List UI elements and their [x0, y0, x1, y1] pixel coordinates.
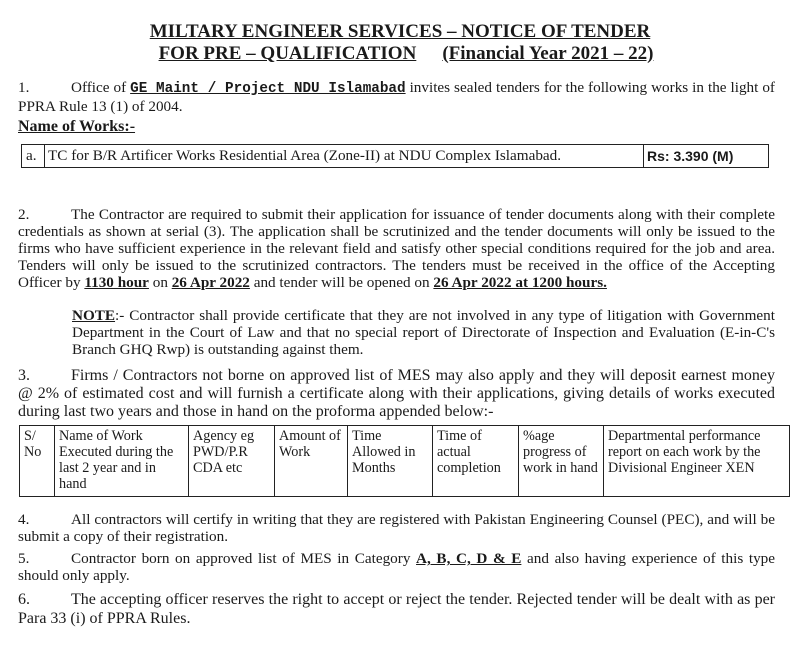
office-name: GE Maint / Project NDU Islamabad [130, 81, 406, 97]
paragraph-2: 2. The Contractor are required to submit their application for issuance of tender documents along with their complete credentials as shown at serial (3). The application shall be scrutinized and the tender documents will only be issued to the firms who have sufficient experience in the relevant field and satisfy other special conditions required for the job and area. Tenders will only be issued to the scrutinized contractors. The tenders must be received in the office of the Accepting Officer by 1130 hour on 26 Apr 2022 and tender will be opened on 26 Apr 2022 at 1200 hours. [18, 206, 775, 291]
notice-title: MILTARY ENGINEER SERVICES – NOTICE OF TENDER [149, 21, 651, 42]
note-paragraph: NOTE:- Contractor shall provide certificate that they are not involved in any type of litigation with Government Department in the Court of Law and that no special report of Directorate of Inspection and Evaluation (E-in-C's Branch GHQ Rwp) is outstanding against them. [72, 307, 775, 358]
paragraph-1: 1. Office of GE Maint / Project NDU Islamabad invites sealed tenders for the following works in the light of PPRA Rule 13 (1) of 2004. [18, 79, 775, 115]
col-completion: Time of actual completion [433, 426, 519, 497]
para-number: 5. [18, 550, 30, 567]
categories: A, B, C, D & E [416, 550, 522, 567]
col-name-of-work: Name of Work Executed during the last 2 year and in hand [55, 426, 189, 497]
closing-date: 26 Apr 2022 [171, 274, 250, 291]
notice-subtitle [6, 43, 800, 65]
works-label: a. [22, 145, 45, 168]
paragraph-3: 3. Firms / Contractors not borne on approved list of MES may also apply and they will deposit earnest money @ 2% of estimated cost and will furnish a certificate along with their applications, giving details of works executed during last two years and those in hand on the proforma appended below:- [18, 367, 775, 420]
para-number: 4. [18, 511, 30, 528]
para-number: 1. [18, 79, 30, 96]
prequalification-label: FOR PRE – QUALIFICATION [158, 43, 417, 64]
works-heading: Name of Works:- [18, 118, 136, 135]
works-name: TC for B/R Artificer Works Residential Area (Zone-II) at NDU Complex Islamabad. [45, 145, 644, 168]
closing-time: 1130 hour [84, 274, 149, 291]
col-amount: Amount of Work [275, 426, 348, 497]
para-number: 6. [18, 591, 30, 608]
paragraph-4: 4. All contractors will certify in writing that they are registered with Pakistan Engineering Counsel (PEC), and will be submit a copy of their registration. [18, 511, 775, 545]
opening-date-time: 26 Apr 2022 at 1200 hours. [433, 274, 607, 291]
col-serial: S/ No [20, 426, 55, 497]
works-table [21, 144, 769, 168]
paragraph-6: 6. The accepting officer reserves the right to accept or reject the tender. Rejected tender will be dealt with as per Para 33 (i) of PPRA Rules. [18, 591, 775, 627]
table-row [22, 145, 769, 168]
note-label: NOTE [72, 307, 116, 324]
table-row [20, 426, 790, 497]
proforma-table [19, 425, 790, 497]
col-time-allowed: Time Allowed in Months [348, 426, 433, 497]
financial-year: (Financial Year 2021 – 22) [442, 43, 654, 64]
col-progress: %age progress of work in hand [519, 426, 604, 497]
works-amount: Rs: 3.390 (M) [644, 145, 769, 168]
col-agency: Agency eg PWD/P.R CDA etc [189, 426, 275, 497]
para-number: 3. [18, 367, 30, 384]
col-performance-report: Departmental performance report on each work by the Divisional Engineer XEN [604, 426, 790, 497]
paragraph-5: 5. Contractor born on approved list of MES in Category A, B, C, D & E and also having experience of this type should only apply. [18, 550, 775, 584]
para-number: 2. [18, 206, 30, 223]
